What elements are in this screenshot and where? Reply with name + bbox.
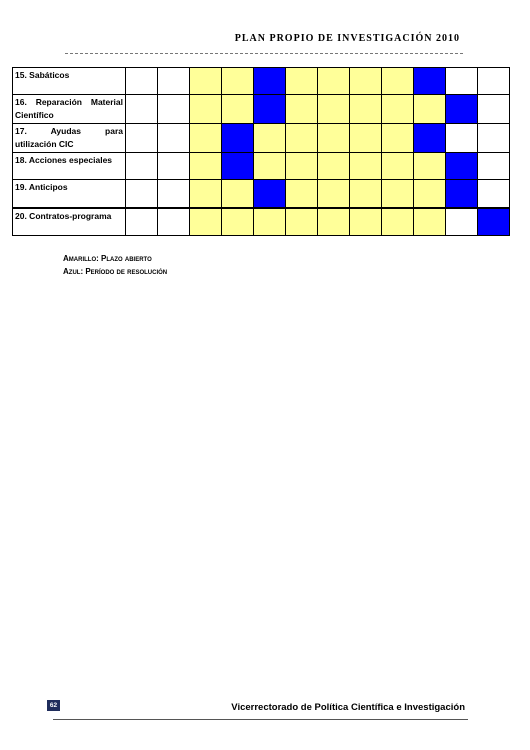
footer-divider (53, 719, 468, 720)
schedule-cell (350, 95, 382, 124)
schedule-cell (478, 153, 510, 180)
schedule-cell (126, 180, 158, 208)
schedule-cell (190, 68, 222, 95)
schedule-cell (190, 124, 222, 153)
schedule-cell (126, 208, 158, 236)
schedule-cell (414, 208, 446, 236)
table-row (13, 95, 510, 124)
header-title: PLAN PROPIO DE INVESTIGACIÓN 2010 (234, 33, 460, 44)
row-label: 19. Anticipos (13, 180, 126, 208)
row-label: 20. Contratos-programa (13, 208, 126, 236)
row-label: 18. Acciones especiales (13, 153, 126, 180)
schedule-cell (478, 68, 510, 95)
schedule-cell (318, 124, 350, 153)
schedule-cell (254, 180, 286, 208)
table-row (13, 68, 510, 95)
row-label: 15. Sabáticos (13, 68, 126, 95)
schedule-cell (222, 124, 254, 153)
schedule-cell (446, 95, 478, 124)
table-row (13, 180, 510, 208)
schedule-cell (254, 208, 286, 236)
schedule-cell (318, 180, 350, 208)
schedule-cell (318, 153, 350, 180)
schedule-cell (478, 180, 510, 208)
schedule-cell (158, 124, 190, 153)
schedule-cell (190, 153, 222, 180)
schedule-cell (158, 180, 190, 208)
schedule-cell (286, 180, 318, 208)
schedule-cell (190, 95, 222, 124)
table-row (13, 153, 510, 180)
schedule-cell (158, 208, 190, 236)
row-label: 16. Reparación Material Científico (13, 95, 126, 124)
schedule-cell (478, 208, 510, 236)
schedule-cell (446, 180, 478, 208)
schedule-cell (222, 95, 254, 124)
schedule-cell (158, 153, 190, 180)
schedule-cell (222, 208, 254, 236)
schedule-cell (286, 68, 318, 95)
legend (63, 252, 167, 278)
schedule-cell (382, 95, 414, 124)
schedule-cell (318, 95, 350, 124)
schedule-cell (350, 153, 382, 180)
schedule-cell (382, 180, 414, 208)
schedule-cell (382, 68, 414, 95)
schedule-cell (350, 68, 382, 95)
schedule-cell (126, 95, 158, 124)
legend-blue: Azul: Período de resolución (63, 267, 168, 276)
row-label: 17. Ayudas para utilización CIC (13, 124, 126, 153)
schedule-cell (286, 208, 318, 236)
schedule-cell (318, 68, 350, 95)
schedule-cell (446, 208, 478, 236)
schedule-cell (286, 124, 318, 153)
schedule-cell (446, 68, 478, 95)
schedule-cell (254, 153, 286, 180)
table-row (13, 208, 510, 236)
schedule-cell (158, 68, 190, 95)
schedule-cell (158, 95, 190, 124)
schedule-cell (350, 180, 382, 208)
schedule-cell (286, 153, 318, 180)
table-row (13, 124, 510, 153)
schedule-cell (478, 124, 510, 153)
footer-text: Vicerrectorado de Política Científica e Investigación (231, 702, 465, 713)
schedule-cell (414, 95, 446, 124)
schedule-cell (126, 153, 158, 180)
schedule-cell (414, 180, 446, 208)
header-divider (65, 53, 463, 54)
schedule-cell (222, 153, 254, 180)
schedule-cell (126, 68, 158, 95)
schedule-cell (190, 180, 222, 208)
schedule-cell (382, 153, 414, 180)
schedule-cell (286, 95, 318, 124)
schedule-cell (382, 208, 414, 236)
schedule-cell (254, 95, 286, 124)
schedule-cell (382, 124, 414, 153)
schedule-cell (414, 153, 446, 180)
schedule-cell (254, 68, 286, 95)
schedule-cell (222, 68, 254, 95)
schedule-cell (446, 153, 478, 180)
schedule-table (12, 67, 510, 236)
schedule-cell (446, 124, 478, 153)
schedule-cell (350, 208, 382, 236)
schedule-cell (254, 124, 286, 153)
schedule-cell (222, 180, 254, 208)
schedule-cell (318, 208, 350, 236)
schedule-cell (414, 68, 446, 95)
schedule-cell (478, 95, 510, 124)
schedule-cell (190, 208, 222, 236)
schedule-cell (350, 124, 382, 153)
schedule-cell (414, 124, 446, 153)
page-number: 62 (47, 700, 60, 711)
legend-yellow: Amarillo: Plazo abierto (63, 254, 152, 263)
schedule-cell (126, 124, 158, 153)
